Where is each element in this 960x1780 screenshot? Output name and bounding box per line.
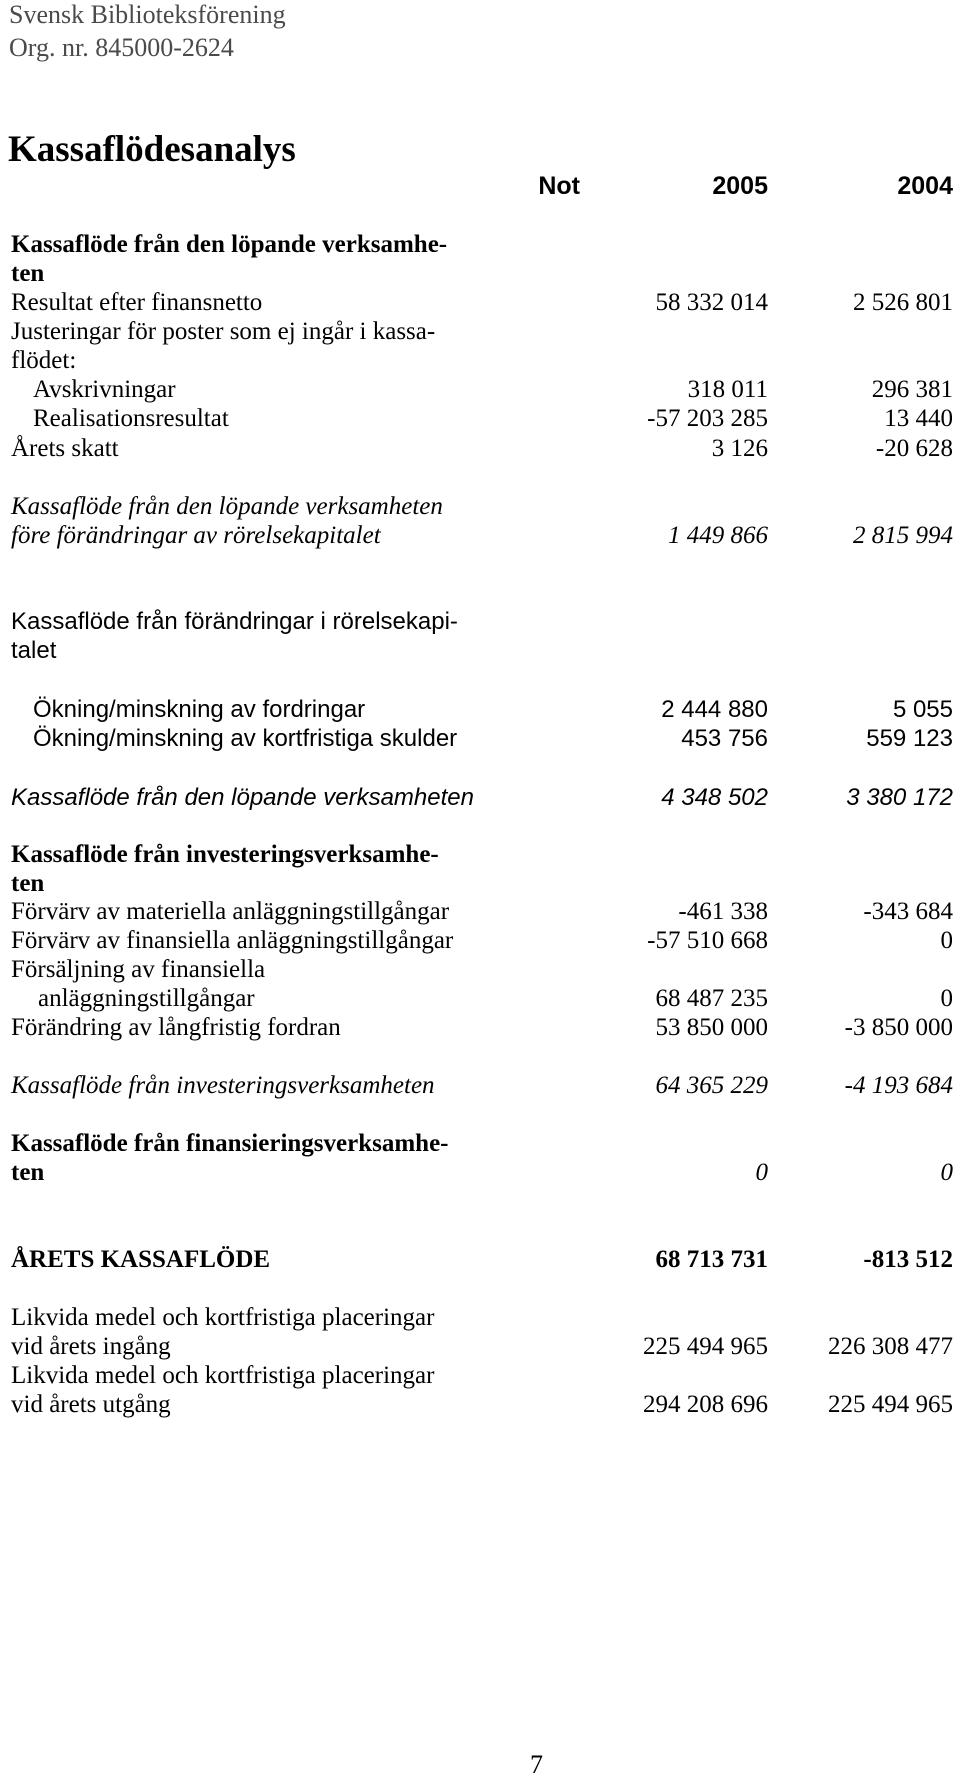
value-2005: 2 444 880 (661, 696, 768, 723)
value-2005: 4 348 502 (661, 784, 768, 811)
column-header-2004: 2004 (897, 172, 953, 200)
row-label: Försäljning av finansiella (11, 956, 266, 983)
value-2005: 3 126 (711, 435, 768, 462)
table-row (0, 316, 960, 348)
column-header-2005: 2005 (712, 172, 768, 200)
table-row (0, 433, 960, 465)
value-2005: 0 (755, 1159, 768, 1186)
organization-name: Svensk Biblioteksförening (9, 0, 286, 29)
row-label: vid årets utgång (11, 1391, 171, 1418)
value-2005: -461 338 (678, 898, 768, 925)
row-label: vid årets ingång (11, 1333, 171, 1360)
table-row (0, 1070, 960, 1102)
table-row (0, 345, 960, 377)
table-row (0, 925, 960, 957)
value-2005: 294 208 696 (643, 1391, 768, 1418)
value-2004: 5 055 (892, 696, 953, 723)
table-row (0, 374, 960, 406)
value-2005: 68 487 235 (655, 985, 768, 1012)
row-label: Kassaflöde från investeringsverksamheten (11, 1072, 435, 1099)
table-row (0, 839, 960, 871)
value-2004: 226 308 477 (828, 1333, 953, 1360)
row-label: Justeringar för poster som ej ingår i kassa- (11, 318, 436, 345)
row-label: flödet: (11, 347, 77, 374)
row-label: ten (11, 1159, 45, 1186)
row-label: Kassaflöde från den löpande verksamheten (11, 784, 474, 811)
value-2004: -4 193 684 (844, 1072, 953, 1099)
row-label: Kassaflöde från den löpande verksamheten (11, 493, 443, 520)
table-row (0, 403, 960, 435)
value-2005: 318 011 (687, 376, 768, 403)
row-label: Resultat efter finansnetto (11, 289, 263, 316)
row-label: Kassaflöde från investeringsverksamhe- (11, 841, 439, 868)
row-label: talet (11, 637, 57, 664)
value-2005: -57 203 285 (647, 405, 768, 432)
row-label: ten (11, 870, 45, 897)
table-row (0, 491, 960, 523)
value-2005: 225 494 965 (643, 1333, 768, 1360)
value-2004: 2 815 994 (853, 522, 953, 549)
value-2005: 1 449 866 (668, 522, 768, 549)
value-2005: 53 850 000 (655, 1014, 768, 1041)
row-label: Ökning/minskning av kortfristiga skulder (33, 725, 458, 752)
value-2005: -57 510 668 (647, 927, 768, 954)
value-2005: 64 365 229 (655, 1072, 768, 1099)
row-label: Förvärv av finansiella anläggningstillgångar (11, 927, 454, 954)
table-row-total (0, 1244, 960, 1276)
value-2004: 0 (940, 1159, 953, 1186)
table-row (0, 606, 960, 638)
value-2004: 0 (940, 985, 953, 1012)
row-label: ten (11, 260, 45, 287)
table-row (0, 635, 960, 667)
value-2004: 559 123 (866, 725, 953, 752)
value-2004: -3 850 000 (844, 1014, 953, 1041)
row-label: Kassaflöde från den löpande verksamhe- (11, 231, 448, 258)
page-number: 7 (530, 1750, 543, 1779)
table-row (0, 1012, 960, 1044)
table-row (0, 1360, 960, 1392)
row-label: Ökning/minskning av fordringar (33, 696, 366, 723)
value-2005: 68 713 731 (655, 1246, 768, 1273)
row-label: före förändringar av rörelsekapitalet (11, 522, 381, 549)
table-row (0, 520, 960, 552)
table-row (0, 229, 960, 261)
value-2005: 58 332 014 (655, 289, 768, 316)
row-label: Avskrivningar (33, 376, 176, 403)
table-row (0, 1389, 960, 1421)
value-2004: 0 (940, 927, 953, 954)
value-2004: 3 380 172 (846, 784, 953, 811)
value-2004: 2 526 801 (853, 289, 953, 316)
row-label: Kassaflöde från förändringar i rörelsekapi- (11, 608, 458, 635)
row-label: Förvärv av materiella anläggningstillgångar (11, 898, 450, 925)
table-row (0, 983, 960, 1015)
table-row (0, 954, 960, 986)
row-label: anläggningstillgångar (38, 985, 255, 1012)
value-2004: 296 381 (871, 376, 953, 403)
table-row (0, 723, 960, 755)
row-label: Likvida medel och kortfristiga placeringar (11, 1304, 435, 1331)
table-row (0, 694, 960, 726)
table-row (0, 1128, 960, 1160)
row-label: Kassaflöde från finansieringsverksamhe- (11, 1130, 449, 1157)
page-title: Kassaflödesanalys (8, 129, 296, 170)
value-2004: -813 512 (863, 1246, 953, 1273)
value-2004: -343 684 (863, 898, 953, 925)
value-2005: 453 756 (681, 725, 768, 752)
value-2004: 13 440 (884, 405, 953, 432)
row-label: Realisationsresultat (33, 405, 229, 432)
row-label: Årets skatt (11, 435, 119, 462)
column-header-row (0, 170, 960, 202)
table-row (0, 258, 960, 290)
table-row (0, 287, 960, 319)
row-label: ÅRETS KASSAFLÖDE (11, 1246, 271, 1273)
table-row (0, 1157, 960, 1189)
table-row (0, 1331, 960, 1363)
row-label: Likvida medel och kortfristiga placeringar (11, 1362, 435, 1389)
table-row (0, 1302, 960, 1334)
organization-number: Org. nr. 845000-2624 (9, 33, 234, 62)
value-2004: 225 494 965 (828, 1391, 953, 1418)
value-2004: -20 628 (875, 435, 953, 462)
table-row (0, 782, 960, 814)
column-header-not: Not (538, 172, 580, 200)
table-row (0, 896, 960, 928)
row-label: Förändring av långfristig fordran (11, 1014, 341, 1041)
